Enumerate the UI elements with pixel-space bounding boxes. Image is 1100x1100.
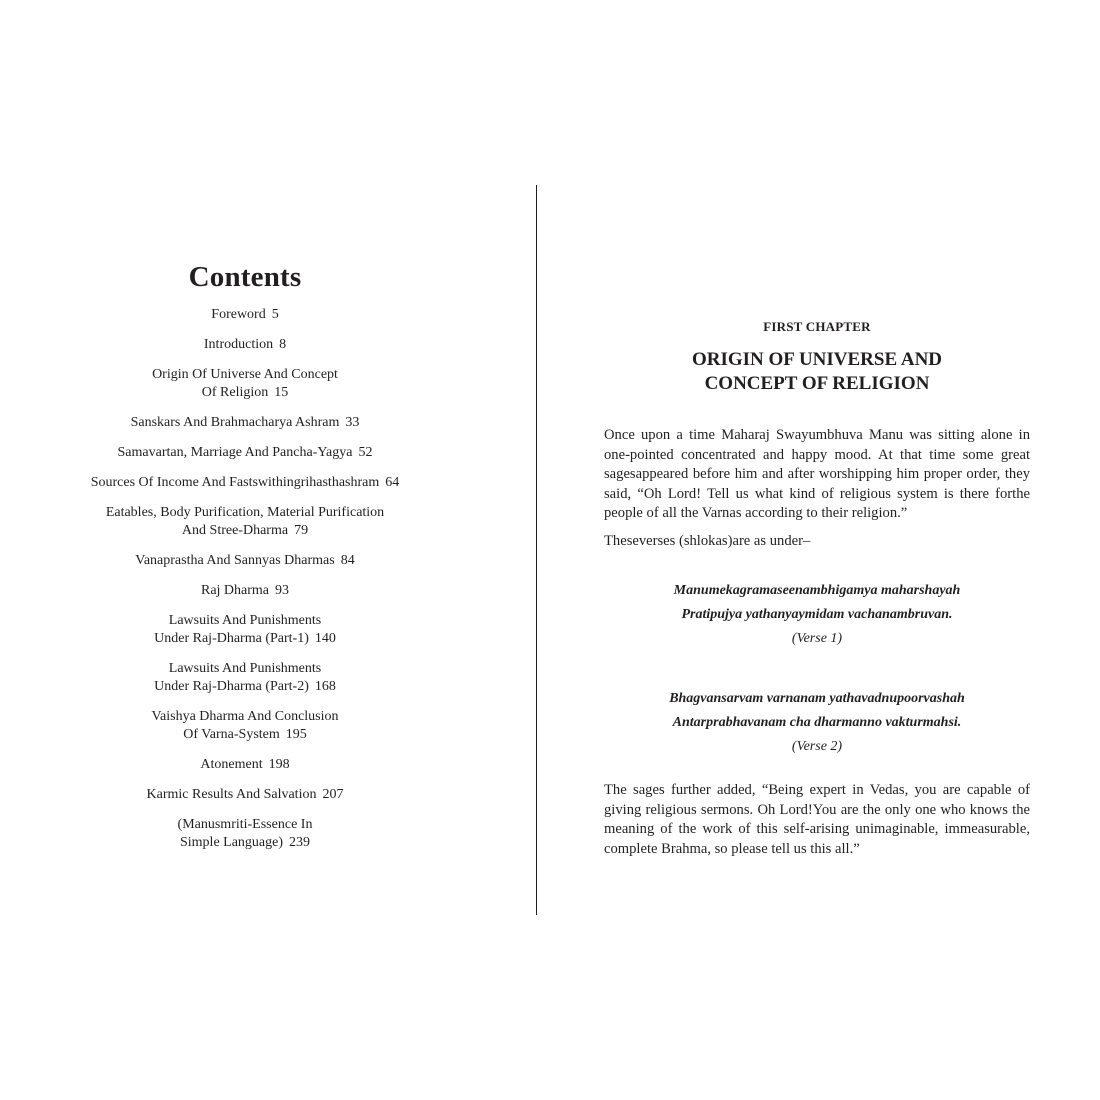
toc-entry-line — [60, 786, 430, 804]
toc-entry-title: Simple Language) — [179, 835, 284, 850]
toc-entry — [60, 756, 430, 774]
toc-entry — [60, 504, 430, 540]
toc-entry-line — [60, 816, 430, 834]
toc-entry-title: Lawsuits And Punishments — [168, 661, 322, 676]
toc-entry-line — [60, 708, 430, 726]
toc-entry-line — [60, 756, 430, 774]
toc-entry-title: Under Raj-Dharma (Part-1) — [154, 631, 309, 646]
verse-line: Pratipujya yathanyaymidam vachanambruvan. — [681, 607, 953, 622]
toc-entry-line — [60, 612, 430, 630]
toc-entry — [60, 474, 430, 492]
toc-entry — [60, 366, 430, 402]
toc-entry-title: Lawsuits And Punishments — [168, 613, 322, 628]
chapter-page — [604, 318, 1030, 867]
contents-title: Contents — [188, 261, 302, 293]
contents-page — [60, 260, 430, 864]
toc-entry-line — [60, 726, 430, 744]
toc-entry-line — [60, 678, 430, 696]
verse-reference: (Verse 2) — [791, 739, 843, 754]
toc-entry — [60, 582, 430, 600]
toc-entry-title: Raj Dharma — [200, 583, 270, 598]
toc-page-number: 64 — [385, 475, 400, 490]
toc-entry — [60, 612, 430, 648]
toc-entry-line — [60, 582, 430, 600]
toc-entry — [60, 306, 430, 324]
toc-entry-line — [60, 660, 430, 678]
toc-page-number: 198 — [268, 757, 290, 772]
toc-entry-title: Vanaprastha And Sannyas Dharmas — [135, 553, 335, 568]
toc-entry-line — [60, 552, 430, 570]
toc-entry-line — [60, 414, 430, 432]
toc-entry-line — [60, 834, 430, 852]
toc-page-number: 5 — [271, 307, 279, 322]
toc-entry-title: Sanskars And Brahmacharya Ashram — [130, 415, 340, 430]
chapter-title-line: CONCEPT OF RELIGION — [704, 373, 930, 394]
verse-reference: (Verse 1) — [791, 631, 843, 646]
toc-entry-line — [60, 366, 430, 384]
gutter-divider — [536, 185, 537, 915]
toc-page-number: 239 — [289, 835, 311, 850]
paragraph-verses-intro: Theseverses (shlokas)are as under– — [604, 532, 811, 549]
toc-page-number: 140 — [314, 631, 336, 646]
paragraph-closing: The sages further added, “Being expert in Vedas, you are capable of giving religious sermons. Oh Lord!You are the only one who knows the meaning of the work of this self-arising unimaginable, immeasurable, complete Brahma, so please tell us this all.” — [604, 782, 1030, 857]
toc-entry-line — [60, 306, 430, 324]
verse-block-2 — [604, 687, 1030, 759]
toc-entry — [60, 336, 430, 354]
verse-line: Manumekagramaseenambhigamya maharshayah — [673, 583, 961, 598]
toc-entry — [60, 816, 430, 852]
paragraph-intro: Once upon a time Maharaj Swayumbhuva Manu was sitting alone in one-pointed concentrated and happy mood. At that time some great sagesappeared before him and after worshipping him proper order, they said, “Oh Lord! Tell us what kind of religious system is there forthe people of all the Varnas according to their religion.” — [604, 427, 1030, 521]
toc-entry-line — [60, 630, 430, 648]
toc-entry-title: Of Religion — [201, 385, 269, 400]
toc-page-number: 79 — [294, 523, 309, 538]
toc-entry-title: Sources Of Income And Fastswithingrihasthashram — [90, 475, 380, 490]
toc-entry-title: Samavartan, Marriage And Pancha-Yagya — [117, 445, 353, 460]
toc-entry — [60, 414, 430, 432]
toc-page-number: 168 — [314, 679, 336, 694]
toc-page-number: 84 — [340, 553, 355, 568]
toc-entry-title: Origin Of Universe And Concept — [152, 367, 338, 382]
toc-page-number: 207 — [322, 787, 344, 802]
toc-entry — [60, 786, 430, 804]
chapter-title — [604, 348, 1030, 396]
toc-entry-title: Of Varna-System — [183, 727, 280, 742]
toc-entry-line — [60, 504, 430, 522]
toc-entry — [60, 708, 430, 744]
chapter-label: FIRST CHAPTER — [763, 319, 871, 334]
toc-entry-title: Atonement — [200, 757, 263, 772]
toc-entry-title: Under Raj-Dharma (Part-2) — [154, 679, 309, 694]
toc-entry-title: Eatables, Body Purification, Material Purification — [105, 505, 385, 520]
toc-entry — [60, 552, 430, 570]
toc-entry-line — [60, 522, 430, 540]
toc-page-number: 8 — [279, 337, 287, 352]
toc-entry-line — [60, 444, 430, 462]
toc-page-number: 15 — [274, 385, 289, 400]
toc-entry-title: Foreword — [211, 307, 266, 322]
toc-entry-line — [60, 384, 430, 402]
toc-entry-title: (Manusmriti-Essence In — [177, 817, 313, 832]
toc-entry-line — [60, 336, 430, 354]
verse-line: Bhagvansarvam varnanam yathavadnupoorvashah — [669, 691, 965, 706]
toc-entry-title: Vaishya Dharma And Conclusion — [151, 709, 339, 724]
toc-page-number: 52 — [358, 445, 373, 460]
toc-entry-title: And Stree-Dharma — [181, 523, 289, 538]
toc-page-number: 93 — [275, 583, 290, 598]
toc-entry — [60, 444, 430, 462]
verse-block-1 — [604, 579, 1030, 651]
chapter-title-line: ORIGIN OF UNIVERSE AND — [691, 349, 943, 370]
table-of-contents — [60, 306, 430, 852]
verse-line: Antarprabhavanam cha dharmanno vakturmahsi. — [672, 715, 962, 730]
toc-page-number: 195 — [285, 727, 307, 742]
toc-entry — [60, 660, 430, 696]
toc-entry-line — [60, 474, 430, 492]
toc-entry-title: Introduction — [203, 337, 274, 352]
toc-entry-title: Karmic Results And Salvation — [146, 787, 317, 802]
toc-page-number: 33 — [345, 415, 360, 430]
